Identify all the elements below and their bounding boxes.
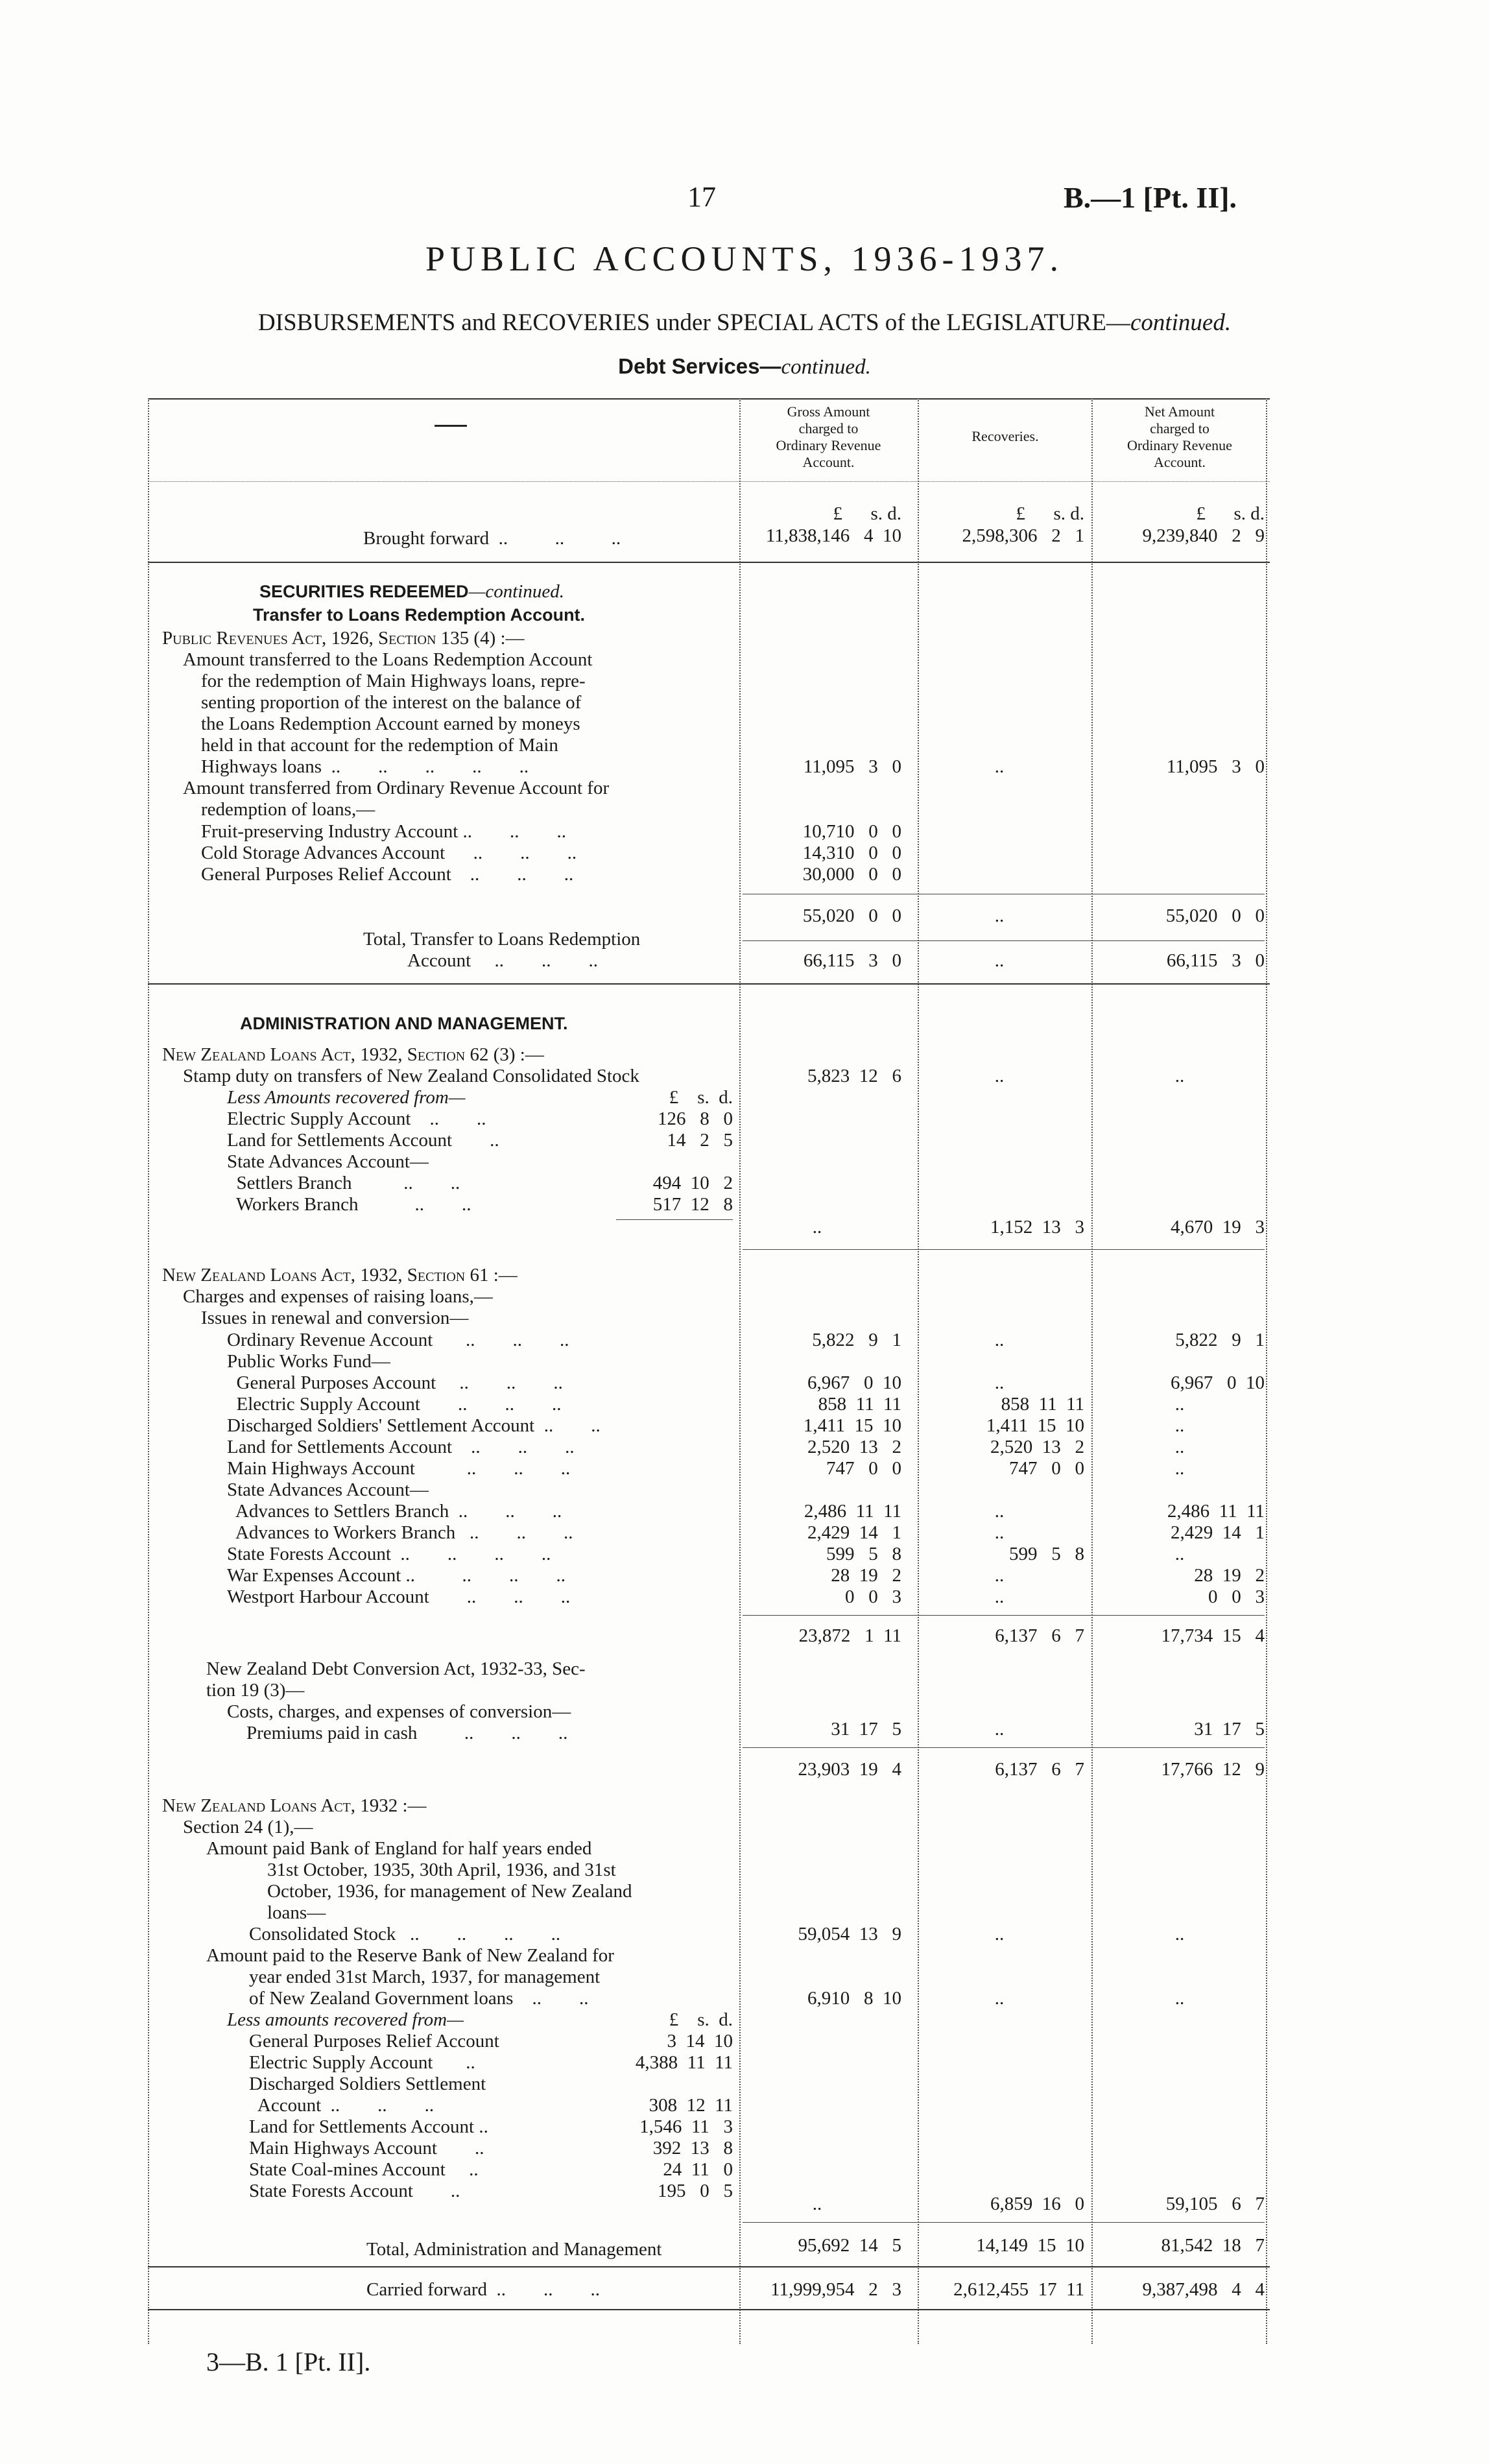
- raise-item-rec: ..: [994, 1565, 1005, 1586]
- rule-top: [148, 398, 1270, 400]
- stamp-duty: Stamp duty on transfers of New Zealand Consolidated Stock: [183, 1066, 639, 1086]
- less-recovered: [227, 1087, 466, 1108]
- sec-total-gross: 66,115 3 0: [803, 950, 901, 971]
- boe-text-0: Amount paid Bank of England for half years ended: [206, 1838, 592, 1859]
- raise-subtotal-rec: 6,137 6 7: [995, 1625, 1084, 1646]
- boe-text-3: loans—: [267, 1902, 326, 1923]
- raise-item-rec: ..: [994, 1372, 1005, 1393]
- stamp-net: ..: [1174, 1066, 1185, 1086]
- bf-net: 9,239,840 2 9: [1142, 525, 1265, 546]
- admin-total-gross: 95,692 14 5: [798, 2235, 901, 2256]
- relief-item-label: Cold Storage Advances Account .. .. ..: [201, 843, 577, 863]
- raise-item-label: Westport Harbour Account .. .. ..: [227, 1586, 571, 1607]
- rule-sec-total: [743, 940, 1265, 941]
- less2-item-label: Land for Settlements Account ..: [249, 2116, 488, 2137]
- consolidated-net: ..: [1174, 1924, 1185, 1944]
- less-item-amount: 14 2 5: [667, 1130, 733, 1151]
- less-recovered-2: [227, 2009, 464, 2031]
- less2-item-label: Electric Supply Account ..: [249, 2052, 475, 2073]
- raise-item-net: 2,429 14 1: [1171, 1522, 1265, 1543]
- highways-text-5: Highways loans .. .. .. .. ..: [201, 756, 529, 777]
- raise-item-net: ..: [1174, 1415, 1185, 1436]
- less2-item-amount: 392 13 8: [652, 2138, 733, 2159]
- subtitle-cont: continued.: [1130, 309, 1232, 336]
- raise-item-gross: 599 5 8: [826, 1544, 901, 1564]
- less2-item-label: Main Highways Account ..: [249, 2138, 484, 2159]
- raise-item-rec: ..: [994, 1586, 1005, 1607]
- loans-act-1932: New Zealand Loans Act, 1932 :—: [162, 1795, 427, 1816]
- document-reference: B.—1 [Pt. II].: [1064, 181, 1237, 214]
- less2-item-label: State Coal-mines Account ..: [249, 2159, 479, 2180]
- raise-item-gross: 5,822 9 1: [812, 1330, 901, 1350]
- stamp-rec: ..: [994, 1066, 1005, 1086]
- raise-item-label: General Purposes Account .. .. ..: [227, 1372, 563, 1393]
- less2-item-label: State Forests Account ..: [249, 2181, 460, 2201]
- securities-heading-text: SECURITIES REDEEMED: [259, 582, 469, 601]
- boe-text-2: October, 1936, for management of New Zealand: [267, 1881, 632, 1902]
- stamp-gross: 5,823 12 6: [807, 1066, 901, 1086]
- rule-stamp-end: [743, 1249, 1265, 1250]
- less-item-amount: 126 8 0: [658, 1108, 733, 1129]
- subtitle-main: DISBURSEMENTS and RECOVERIES under SPECIAL ACTS of the LEGISLATURE—: [257, 309, 1130, 336]
- stamp-total-rec: 1,152 13 3: [990, 1217, 1084, 1238]
- highways-net: 11,095 3 0: [1166, 756, 1265, 777]
- boe-text-1: 31st October, 1935, 30th April, 1936, and 31st: [267, 1860, 616, 1880]
- section-total-rec: 6,137 6 7: [995, 1759, 1084, 1780]
- raise-item-label: War Expenses Account .. .. .. ..: [227, 1565, 566, 1586]
- less-lsd-header: £ s. d.: [669, 1087, 733, 1108]
- raise-item-net: ..: [1174, 1394, 1185, 1415]
- rule-conv: [743, 1747, 1265, 1748]
- raise-item-gross: 28 19 2: [831, 1565, 901, 1586]
- raise-item-label: Advances to Workers Branch .. .. ..: [227, 1522, 573, 1543]
- rbnz-rec: ..: [994, 1988, 1005, 2009]
- rule-sec-end: [148, 983, 1270, 985]
- raise-item-gross: 858 11 11: [818, 1394, 901, 1415]
- conversion-text-3: Costs, charges, and expenses of conversion—: [227, 1701, 571, 1722]
- relief-item-gross: 14,310 0 0: [802, 843, 901, 863]
- raise-item-label: Main Highways Account .. .. ..: [227, 1458, 571, 1479]
- raise-item-label: Land for Settlements Account .. .. ..: [227, 1437, 575, 1457]
- bf-gross: 11,838,146 4 10: [765, 525, 901, 546]
- raise-item-gross: 2,520 13 2: [807, 1437, 901, 1457]
- conversion-net: 31 17 5: [1194, 1719, 1265, 1740]
- less-item-label: Land for Settlements Account ..: [227, 1130, 499, 1151]
- raise-item-gross: 2,429 14 1: [807, 1522, 901, 1543]
- conversion-text-4: Premiums paid in cash .. .. ..: [246, 1723, 568, 1743]
- rbnz-text-0: Amount paid to the Reserve Bank of New Zealand for: [206, 1945, 614, 1966]
- rule-bf: [148, 562, 1270, 563]
- less2-item-amount: 308 12 11: [649, 2095, 733, 2116]
- consolidated-rec: ..: [994, 1924, 1005, 1944]
- raise-item-label: Electric Supply Account .. .. ..: [227, 1394, 562, 1415]
- net-lsd-header: £ s. d.: [1196, 503, 1265, 524]
- raise-item-gross: 1,411 15 10: [803, 1415, 901, 1436]
- consolidated-stock: Consolidated Stock .. .. .. ..: [249, 1924, 561, 1944]
- relief-item-gross: 30,000 0 0: [802, 864, 901, 885]
- raise-item-label: Discharged Soldiers' Settlement Account .. ..: [227, 1415, 601, 1436]
- raise-item-rec: ..: [994, 1501, 1005, 1522]
- recoveries-column-header: Recoveries.: [971, 428, 1039, 444]
- recoveries-lsd-header: £ s. d.: [1016, 503, 1084, 524]
- rbnz-gross: 6,910 8 10: [807, 1988, 901, 2009]
- securities-heading: [259, 581, 564, 603]
- col-rule-0: [148, 398, 149, 2344]
- gross-column-header: Gross Amount charged to Ordinary Revenue Account.: [776, 403, 881, 470]
- raise-item-label: Ordinary Revenue Account .. .. ..: [227, 1330, 569, 1350]
- net-column-header: Net Amount charged to Ordinary Revenue Account.: [1127, 403, 1232, 470]
- less-recovered-text: Less Amounts recovered from—: [227, 1087, 466, 1108]
- sec-total-label-2: Account .. .. ..: [407, 950, 598, 971]
- less-item-label: Workers Branch .. ..: [227, 1194, 471, 1215]
- rule-less: [616, 1219, 733, 1220]
- less-item-label: Electric Supply Account .. ..: [227, 1108, 486, 1129]
- highways-text-0: Amount transferred to the Loans Redemption Account: [183, 649, 593, 670]
- less-recovered-2-text: Less amounts recovered from—: [227, 2009, 464, 2030]
- section-title-cont: continued.: [781, 355, 871, 379]
- raise-item-label: Public Works Fund—: [227, 1351, 390, 1372]
- sec-total-rec: ..: [994, 950, 1005, 971]
- conversion-text-1: New Zealand Debt Conversion Act, 1932-33, Sec-: [206, 1658, 586, 1679]
- raise-item-net: 5,822 9 1: [1175, 1330, 1265, 1350]
- cf-net: 9,387,498 4 4: [1142, 2279, 1265, 2300]
- raise-item-rec: 858 11 11: [1001, 1394, 1084, 1415]
- rule-cf-bottom: [148, 2309, 1270, 2310]
- raise-item-rec: 747 0 0: [1009, 1458, 1084, 1479]
- less2-item-amount: 4,388 11 11: [635, 2052, 733, 2073]
- highways-text-2: senting proportion of the interest on the balance of: [201, 692, 582, 713]
- section-total-gross: 23,903 19 4: [798, 1759, 901, 1780]
- raise-item-rec: 599 5 8: [1009, 1544, 1084, 1564]
- relief-item-label: Fruit-preserving Industry Account .. .. ..: [201, 821, 567, 842]
- raise-item-net: 2,486 11 11: [1167, 1501, 1265, 1522]
- less2-item-label: Discharged Soldiers Settlement: [249, 2074, 486, 2094]
- conversion-rec: ..: [994, 1719, 1005, 1740]
- less-item-label: Settlers Branch .. ..: [227, 1173, 460, 1193]
- stamp-total-gross: ..: [812, 1217, 822, 1238]
- issues-text: Issues in renewal and conversion—: [201, 1308, 469, 1328]
- rbnz-text-1: year ended 31st March, 1937, for management: [249, 1967, 601, 1987]
- highways-rec: ..: [994, 756, 1005, 777]
- charges-text: Charges and expenses of raising loans,—: [183, 1286, 493, 1307]
- transfer-subheading: Transfer to Loans Redemption Account.: [253, 605, 586, 625]
- page-title: PUBLIC ACCOUNTS, 1936-1937.: [425, 239, 1064, 278]
- raise-item-net: ..: [1174, 1544, 1185, 1564]
- raise-item-label: State Advances Account—: [227, 1479, 429, 1500]
- relief-item-label: General Purposes Relief Account .. .. ..: [201, 864, 574, 885]
- admin-heading: ADMINISTRATION AND MANAGEMENT.: [240, 1014, 568, 1033]
- rule-raise-sub: [743, 1615, 1265, 1616]
- sec-total-label-1: Total, Transfer to Loans Redemption: [363, 929, 641, 950]
- conversion-gross: 31 17 5: [831, 1719, 901, 1740]
- cf-gross: 11,999,954 2 3: [770, 2279, 901, 2300]
- securities-heading-cont: —continued.: [468, 581, 564, 602]
- raise-item-net: ..: [1174, 1458, 1185, 1479]
- highways-text-4: held in that account for the redemption of Main: [201, 735, 558, 756]
- less-item-label: State Advances Account—: [227, 1151, 429, 1172]
- less2-item-amount: 24 11 0: [663, 2159, 733, 2180]
- raise-item-gross: 747 0 0: [826, 1458, 901, 1479]
- col-rule-2: [918, 398, 919, 2344]
- less2-item-label: Account .. .. ..: [249, 2095, 435, 2116]
- raise-item-gross: 0 0 3: [845, 1586, 901, 1607]
- less-item-amount: 494 10 2: [652, 1173, 733, 1193]
- rule-admin-total: [743, 2222, 1265, 2223]
- cf-recoveries: 2,612,455 17 11: [953, 2279, 1084, 2300]
- raise-subtotal-gross: 23,872 1 11: [798, 1625, 901, 1646]
- rule-cf-top: [148, 2266, 1270, 2267]
- loans-act-62: New Zealand Loans Act, 1932, Section 62 (3) :—: [162, 1044, 544, 1065]
- rbnz-text-2: of New Zealand Government loans .. ..: [249, 1988, 589, 2009]
- col-rule-4: [1266, 398, 1267, 2344]
- less2-item-amount: 3 14 10: [667, 2031, 733, 2051]
- admin-total-rec: 14,149 15 10: [976, 2235, 1084, 2256]
- rule-header-bottom: [148, 481, 1270, 482]
- section-24: Section 24 (1),—: [183, 1817, 313, 1837]
- raise-item-net: 0 0 3: [1208, 1586, 1265, 1607]
- desc-column-dash: [435, 425, 467, 427]
- footer-reference: 3—B. 1 [Pt. II].: [206, 2347, 371, 2376]
- bf-recoveries: 2,598,306 2 1: [962, 525, 1084, 546]
- mgmt-net: 59,105 6 7: [1165, 2194, 1265, 2214]
- section-title-main: Debt Services—: [618, 354, 781, 378]
- highways-text-1: for the redemption of Main Highways loans, repre-: [201, 671, 586, 691]
- conversion-text-2: tion 19 (3)—: [206, 1680, 305, 1701]
- amount-transferred-text-2: redemption of loans,—: [201, 799, 375, 820]
- sec-total-net: 66,115 3 0: [1166, 950, 1265, 971]
- raise-item-rec: ..: [994, 1522, 1005, 1543]
- raise-item-rec: ..: [994, 1330, 1005, 1350]
- amount-transferred-text-1: Amount transferred from Ordinary Revenue Account for: [183, 778, 610, 798]
- raise-subtotal-net: 17,734 15 4: [1161, 1625, 1265, 1646]
- sec-subtotal-gross: 55,020 0 0: [802, 905, 901, 926]
- page-subtitle: [0, 309, 1489, 337]
- admin-total-net: 81,542 18 7: [1161, 2235, 1265, 2256]
- raise-item-gross: 6,967 0 10: [807, 1372, 901, 1393]
- raise-item-label: Advances to Settlers Branch .. .. ..: [227, 1501, 562, 1522]
- page-number: 17: [687, 181, 716, 213]
- raise-item-gross: 2,486 11 11: [804, 1501, 901, 1522]
- mgmt-gross: ..: [812, 2194, 822, 2214]
- brought-forward-label: Brought forward .. .. ..: [363, 528, 621, 549]
- mgmt-rec: 6,859 16 0: [990, 2194, 1084, 2214]
- sec-subtotal-rec: ..: [994, 905, 1005, 926]
- consolidated-gross: 59,054 13 9: [798, 1924, 901, 1944]
- stamp-total-net: 4,670 19 3: [1171, 1217, 1265, 1238]
- col-rule-3: [1091, 398, 1093, 2344]
- carried-forward-label: Carried forward .. .. ..: [366, 2279, 600, 2300]
- raise-item-rec: 1,411 15 10: [986, 1415, 1084, 1436]
- raise-item-net: ..: [1174, 1437, 1185, 1457]
- less2-item-amount: 1,546 11 3: [639, 2116, 733, 2137]
- raise-item-net: 28 19 2: [1194, 1565, 1265, 1586]
- section-title: [0, 354, 1489, 379]
- highways-gross: 11,095 3 0: [803, 756, 901, 777]
- raise-item-rec: 2,520 13 2: [990, 1437, 1084, 1457]
- sec-subtotal-net: 55,020 0 0: [1165, 905, 1265, 926]
- rbnz-net: ..: [1174, 1988, 1185, 2009]
- gross-lsd-header: £ s. d.: [833, 503, 901, 524]
- loans-act-61: New Zealand Loans Act, 1932, Section 61 :—: [162, 1265, 518, 1286]
- admin-total-label: Total, Administration and Management: [366, 2239, 662, 2260]
- less-item-amount: 517 12 8: [652, 1194, 733, 1215]
- relief-item-gross: 10,710 0 0: [802, 821, 901, 842]
- less2-item-amount: 195 0 5: [658, 2181, 733, 2201]
- section-total-net: 17,766 12 9: [1161, 1759, 1265, 1780]
- raise-item-net: 6,967 0 10: [1171, 1372, 1265, 1393]
- public-revenues-act: Public Revenues Act, 1926, Section 135 (4) :—: [162, 628, 525, 649]
- raise-item-label: State Forests Account .. .. .. ..: [227, 1544, 551, 1564]
- less2-item-label: General Purposes Relief Account: [249, 2031, 499, 2051]
- col-rule-1: [739, 398, 741, 2344]
- highways-text-3: the Loans Redemption Account earned by moneys: [201, 713, 580, 734]
- less2-lsd-header: £ s. d.: [669, 2009, 733, 2030]
